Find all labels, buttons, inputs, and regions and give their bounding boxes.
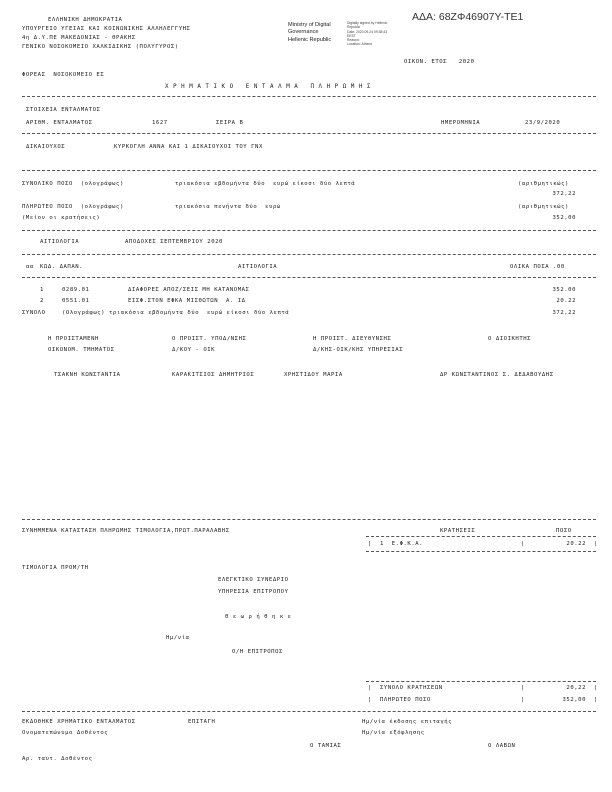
- ministry-line-1: Ministry of Digital: [288, 22, 331, 28]
- deductions-header: ΚΡΑΤΗΣΕΙΣ: [440, 528, 476, 534]
- header-hospital: ΓΕΝΙΚΟ ΝΟΣΟΚΟΜΕΙΟ ΧΑΛΚΙΔΙΚΗΣ (ΠΟΛΥΓΥΡΟΣ): [22, 44, 179, 50]
- divider: [366, 551, 596, 552]
- audit-commissioner: Ο/Η ΕΠΙΤΡΟΠΟΣ: [232, 649, 283, 655]
- signatory-name-2: ΚΑΡΑΚΙΤΣΙΟΣ ΔΗΜΗΤΡΙΟΣ: [172, 372, 255, 378]
- minus-deductions-label: (Μείον οι κρατήσεις): [22, 215, 101, 221]
- foreas: ΦΟΡΕΑΣ ΝΟΣΟΚΟΜΕΙΟ ΕΣ: [22, 72, 105, 78]
- col-reason: ΑΙΤΙΟΛΟΓΙΑ: [238, 264, 278, 270]
- payable-amount-label: ΠΛΗΡΩΤΕΟ ΠΟΣΟ (ολογράφως): [22, 204, 124, 210]
- beneficiary-name: ΚΥΡΚΟΓΛΗ ΑΝΝΑ ΚΑΙ 1 ΔΙΚΑΙΟΥΧΟΙ ΤΟΥ ΓΝΧ: [114, 144, 263, 150]
- reason-text: ΑΠΟΔΟΧΕΣ ΣΕΠΤΕΜΒΡΙΟΥ 2020: [125, 239, 223, 245]
- digital-signature-details: [347, 21, 409, 55]
- audit-court: ΕΛΕΓΚΤΙΚΟ ΣΥΝΕΔΡΙΟ: [218, 577, 289, 583]
- header-ministry: ΥΠΟΥΡΓΕΙΟ ΥΓΕΙΑΣ ΚΑΙ ΚΟΙΝΩΝΙΚΗΣ ΑΛΛΗΛΕΓΓΥΗΣ: [22, 26, 191, 32]
- summary-sep: |: [521, 697, 525, 703]
- audit-checked: Θ ε ω ρ ή θ η κ ε: [225, 614, 292, 620]
- audit-date-label: Ημ/νία: [166, 635, 190, 641]
- warrant-number: 1627: [152, 120, 168, 126]
- header-region: 4η Δ.Υ.ΠΕ ΜΑΚΕΔΟΝΙΑΣ - ΘΡΑΚΗΣ: [22, 35, 136, 41]
- divider: [22, 133, 596, 134]
- document-title: Χ Ρ Η Μ Α Τ Ι Κ Ο Ε Ν Τ Α Λ Μ Α Π Λ Η Ρ Ω Μ Η Σ: [165, 84, 372, 90]
- deduction-row-label: 1 Ε.Φ.Κ.Α.: [380, 541, 424, 547]
- beneficiary-label: ΔΙΚΑΙΟΥΧΟΣ: [26, 144, 66, 150]
- signatory-name-4: ΔΡ ΚΩΝΣΤΑΝΤΙΝΟΣ Σ. ΔΕΔΑΒΟΥΔΗΣ: [440, 372, 554, 378]
- audit-commissioner-office: ΥΠΗΡΕΣΙΑ ΕΠΙΤΡΟΠΟΥ: [218, 589, 289, 595]
- summary-payable-label: ΠΛΗΡΩΤΕΟ ΠΟΣΟ: [380, 697, 431, 703]
- divider: [22, 254, 596, 255]
- ministry-line-2: Governance: [288, 29, 319, 36]
- signatory-name-3: ΧΡΗΣΤΙΔΟΥ ΜΑΡΙΑ: [284, 372, 343, 378]
- footer-name-label: Ονοματεπώνυμο Δοθέντος: [22, 730, 109, 736]
- warrant-section-title: ΣΤΟΙΧΕΙΑ ΕΝΤΑΛΜΑΤΟΣ: [26, 107, 101, 113]
- col-amount: ΟΛΙΚΑ ΠΟΣΑ .00: [510, 264, 565, 270]
- total-amount-label: ΣΥΝΟΛΙΚΟ ΠΟΣΟ (ολογράφως): [22, 181, 124, 187]
- footer-payment-date: Ημ/νία εξόφλησης: [362, 730, 425, 736]
- payable-numeric-label: (αριθμητικώς): [518, 204, 569, 210]
- summary-sep: |: [594, 685, 598, 691]
- signature-line: Date: 2020.09.24 09:38:43: [347, 29, 388, 34]
- col-aa: αα: [26, 264, 34, 270]
- signatory-name-1: ΤΣΑΚΝΗ ΚΩΝΣΤΑΝΤΙΑ: [54, 372, 121, 378]
- divider: [22, 711, 596, 712]
- divider: [366, 681, 596, 682]
- total-amount-value: 372,22: [552, 191, 576, 197]
- signature-line: Reason:: [347, 38, 360, 42]
- fiscal-year: ΟΙΚΟΝ. ΕΤΟΣ 2020: [404, 59, 475, 65]
- attached-documents: ΣΥΝΗΜΜΕΝΑ ΚΑΤΑΣΤΑΣΗ ΠΛΗΡΩΜΗΣ ΤΙΜΟΛΟΓΙΑ,ΠΡΩΤ.ΠΑΡΑΛΑΒΗΣ: [22, 528, 230, 534]
- summary-sep: |: [368, 697, 372, 703]
- warrant-series: ΣΕΙΡΑ Β: [216, 120, 244, 126]
- sum-words: (Ολογράφως) τριακόσια εβδομήντα δύο ευρώ είκοσι δύο λεπτά: [62, 310, 290, 316]
- footer-cashier: Ο ΤΑΜΙΑΣ: [310, 743, 342, 749]
- signature-role-3a: Η ΠΡΟΙΣΤ. ΔΙΕΥΘΥΝΣΗΣ: [313, 336, 392, 342]
- signature-role-4a: Ο ΔΙΟΙΚΗΤΗΣ: [488, 336, 532, 342]
- footer-issued: ΕΚΔΟΘΗΚΕ ΧΡΗΜΑΤΙΚΟ ΕΝΤΑΛΜΑΤΟΣ: [22, 719, 136, 725]
- footer-id-label: Αρ. ταυτ. Δοθέντος: [22, 756, 93, 762]
- divider: [366, 536, 596, 537]
- divider: [22, 230, 596, 231]
- footer-cheque-date: Ημ/νία έκδοσης επιταγής: [362, 719, 453, 725]
- signature-line: Location: Athens: [347, 42, 373, 47]
- summary-sep: |: [368, 685, 372, 691]
- deduction-sep: |: [368, 541, 372, 547]
- row-code: 0289.01: [62, 287, 90, 293]
- row-aa: 1: [40, 287, 44, 293]
- digital-signature-label: [288, 22, 331, 44]
- divider: [22, 96, 596, 97]
- row-reason: ΔΙΑΦΟΡΕΣ ΑΠΟΖ/ΣΕΙΣ ΜΗ ΚΑΤΑΝΟΜΑΣ: [128, 287, 250, 293]
- footer-receiver: Ο ΛΑΒΩΝ: [488, 743, 516, 749]
- payable-amount-value: 352,00: [552, 215, 576, 221]
- sum-value: 372,22: [552, 310, 576, 316]
- footer-cheque: ΕΠΙΤΑΓΗ: [188, 719, 216, 725]
- summary-sep: |: [594, 697, 598, 703]
- payable-amount-words: τριακόσια πενήντα δύο ευρώ: [175, 204, 281, 210]
- reason-label: ΑΙΤΙΟΛΟΓΙΑ: [40, 239, 80, 245]
- row-amount: 20.22: [556, 298, 576, 304]
- summary-sep: |: [521, 685, 525, 691]
- divider: [22, 277, 596, 278]
- signature-role-2a: Ο ΠΡΟΙΣΤ. ΥΠΟΔ/ΝΣΗΣ: [172, 336, 247, 342]
- row-amount: 352.00: [552, 287, 576, 293]
- total-deductions-amount: 20,22: [566, 685, 586, 691]
- col-expense-code: ΚΩΔ. ΔΑΠΑΝ.: [40, 264, 84, 270]
- ministry-line-3: Hellenic Republic: [288, 36, 332, 43]
- signature-role-1a: Η ΠΡΟΙΣΤΑΜΕΝΗ: [48, 336, 99, 342]
- warrant-number-label: ΑΡΙΘΜ. ΕΝΤΑΛΜΑΤΟΣ: [26, 120, 93, 126]
- sum-label: ΣΥΝΟΛΟ: [22, 310, 46, 316]
- signature-role-3b: Δ/ΚΗΣ-ΟΙΚ/ΚΗΣ ΥΠΗΡΕΣΙΑΣ: [313, 347, 404, 353]
- signature-line: EEST: [347, 33, 356, 38]
- deductions-amount-header: ΠΟΣΟ: [556, 528, 572, 534]
- summary-payable-amount: 352,00: [562, 697, 586, 703]
- ada-code: ΑΔΑ: 68ΖΦ46907Υ-ΤΕ1: [412, 11, 524, 23]
- warrant-date: 23/9/2020: [525, 120, 561, 126]
- warrant-date-label: ΗΜΕΡΟΜΗΝΙΑ: [441, 120, 481, 126]
- total-amount-words: τριακόσια εβδομήντα δύο ευρώ είκοσι δύο λεπτά: [175, 181, 356, 187]
- row-reason: ΕΙΣΦ.ΣΤΟΝ ΕΦΚΑ ΜΙΣΘΩΤΩΝ Α. ΙΔ: [128, 298, 246, 304]
- row-aa: 2: [40, 298, 44, 304]
- signature-role-1b: ΟΙΚΟΝΟΜ. ΤΜΗΜΑΤΟΣ: [48, 347, 115, 353]
- signature-line: Digitally signed by Hellenic: [347, 21, 388, 25]
- deduction-row-amount: 20.22: [566, 541, 586, 547]
- signature-role-2b: Δ/ΚΟΥ - ΟΙΚ: [172, 347, 216, 353]
- total-deductions-label: ΣΥΝΟΛΟ ΚΡΑΤΗΣΕΩΝ: [380, 685, 443, 691]
- deduction-sep: |: [594, 541, 598, 547]
- divider: [22, 170, 596, 171]
- row-code: 0551.01: [62, 298, 90, 304]
- invoice-label: ΤΙΜΟΛΟΓΙΑ ΠΡΟΜ/ΤΗ: [22, 565, 89, 571]
- deduction-sep: |: [521, 541, 525, 547]
- header-republic: ΕΛΛΗΝΙΚΗ ΔΗΜΟΚΡΑΤΙΑ: [48, 17, 123, 23]
- total-numeric-label: (αριθμητικώς): [518, 181, 569, 187]
- signature-line: Republic: [347, 25, 361, 30]
- divider: [22, 519, 596, 520]
